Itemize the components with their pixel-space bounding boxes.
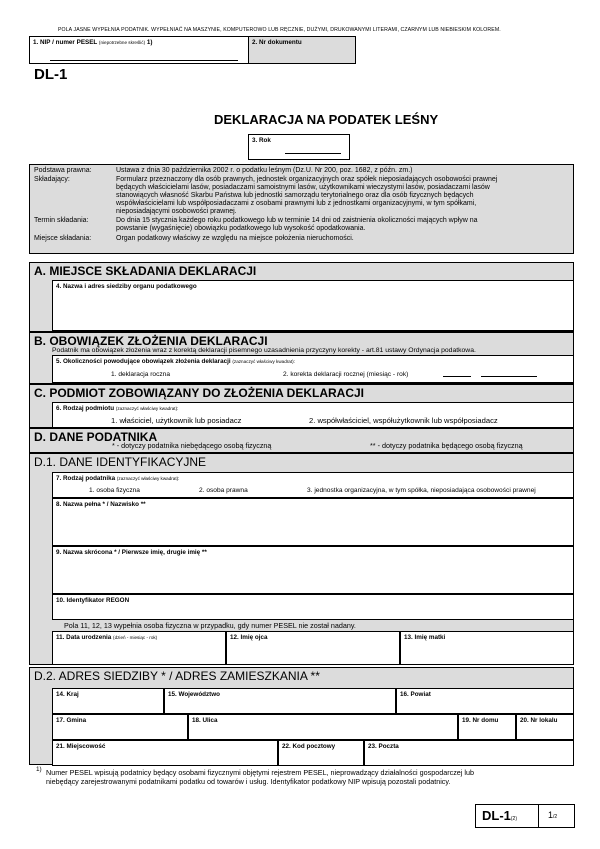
taxpayer-type-note: (zaznaczyć właściwy kwadrat): (116, 476, 180, 481)
skladajacy-line: stanowiących własność Skarbu Państwa lub jednostki samorządu terytorialnego oraz dla osób fizycznych będących (116, 192, 474, 199)
option-correction[interactable]: 2. korekta deklaracji rocznej (miesiąc - rok) (283, 371, 409, 378)
form-code: DL-1 (34, 66, 68, 83)
footer-page-total: /2 (553, 814, 558, 820)
voivodeship-field[interactable] (164, 688, 396, 714)
note-non-natural: * - dotyczy podatnika niebędącego osobą fizyczną (112, 441, 272, 450)
birth-date-label: 11. Data urodzenia (56, 634, 112, 641)
father-name-label: 12. Imię ojca (230, 634, 268, 641)
taxpayer-type-label: 7. Rodzaj podatnika (56, 475, 116, 482)
termin-label: Termin składania: (34, 217, 89, 224)
section-b-title: B. OBOWIĄZEK ZŁOŻENIA DEKLARACJI (34, 334, 268, 348)
section-a (29, 262, 574, 332)
street-label: 18. Ulica (192, 717, 218, 724)
section-d-title: D. DANE PODATNIKA (34, 430, 158, 444)
section-d (29, 428, 574, 453)
tax-office-label: 4. Nazwa i adres siedziby organu podatkowego (56, 283, 197, 290)
post-office-label: 23. Poczta (368, 743, 399, 750)
page-title: DEKLARACJA NA PODATEK LEŚNY (214, 112, 439, 127)
locality-field[interactable] (52, 740, 278, 766)
footer-code-text: DL-1 (482, 808, 511, 823)
entity-type-field[interactable] (52, 402, 574, 428)
section-b-note: Podatnik ma obowiązek złożenia wraz z korektą deklaracji pisemnego uzasadnienia przyczyny korekty - art.81 ustawy Ordynacja podatkowa. (52, 347, 476, 354)
birth-date-note: (dzień - miesiąc - rok) (113, 635, 158, 640)
full-name-label: 8. Nazwa pełna * / Nazwisko ** (56, 501, 146, 508)
option-natural-person[interactable]: 1. osoba fizyczna (89, 487, 140, 494)
year-line (481, 372, 537, 377)
podstawa-label: Podstawa prawna: (34, 167, 92, 174)
apartment-number-field[interactable] (516, 714, 574, 740)
footnote-line: niebędący zarejestrowanymi podatnikami podatku od towarów i usług. Identyfikator podatkowy NIP wpisują pozostali podatnicy. (46, 777, 451, 786)
footer-code-version: (2) (510, 816, 518, 822)
option-annual-declaration[interactable]: 1. deklaracja roczna (111, 371, 171, 378)
section-d2-title: D.2. ADRES SIEDZIBY * / ADRES ZAMIESZKANIA ** (34, 669, 320, 683)
declaration-circumstances-field[interactable] (52, 355, 574, 383)
birth-date-field[interactable] (52, 631, 226, 665)
footer-form-code (482, 808, 517, 823)
short-name-label: 9. Nazwa skrócona * / Pierwsze imię, drugie imię ** (56, 549, 207, 556)
regon-field[interactable] (52, 594, 574, 620)
entity-type-label: 6. Rodzaj podmiotu (56, 405, 115, 412)
note-natural: ** - dotyczy podatnika będącego osobą fizyczną (370, 441, 523, 450)
option-co-owner[interactable]: 2. współwłaściciel, współużytkownik lub współposiadacz (309, 416, 498, 425)
footer-divider (538, 805, 539, 827)
full-name-field[interactable] (52, 498, 574, 546)
year-label: 3. Rok (252, 137, 271, 144)
footnote-ref: 1) (146, 39, 153, 46)
year-digit-line (285, 149, 341, 154)
entity-type-note: (zaznaczyć właściwy kwadrat): (115, 406, 179, 411)
section-a-title: A. MIEJSCE SKŁADANIA DEKLARACJI (34, 264, 257, 278)
voivodeship-label: 15. Województwo (168, 691, 221, 698)
skladajacy-label: Składający: (34, 176, 70, 183)
footnote-line: Numer PESEL wpisują podatnicy będący osobami fizycznymi objętymi rejestrem PESEL, nieprowadzący działalności gospodarczej lub (46, 768, 474, 777)
nip-pesel-note: (niepotrzebne skreślić) (98, 40, 146, 45)
option-legal-person[interactable]: 2. osoba prawna (199, 487, 248, 494)
fields-11-13-note: Pola 11, 12, 13 wypełnia osoba fizyczna w przypadku, gdy numer PESEL nie został nadany. (64, 621, 356, 630)
termin-line: powstanie (wygaśnięcie) obowiązku podatkowego lub wysokość opodatkowania. (116, 225, 366, 232)
county-field[interactable] (396, 688, 574, 714)
skladajacy-line: nieposiadającymi osobowości prawnej. (116, 208, 237, 215)
footer-page-number: 1 (548, 810, 554, 820)
footer-page (548, 810, 557, 820)
section-c-title: C. PODMIOT ZOBOWIĄZANY DO ZŁOŻENIA DEKLARACJI (34, 386, 364, 400)
section-d2 (29, 667, 574, 765)
house-number-field[interactable] (458, 714, 516, 740)
footer-box (475, 804, 575, 828)
county-label: 16. Powiat (400, 691, 431, 698)
country-label: 14. Kraj (56, 691, 79, 698)
miejsce-label: Miejsce składania: (34, 235, 92, 242)
nip-digit-line (50, 56, 238, 61)
skladajacy-line: współwłaścicielami lub współposiadaczami z osobami prawnymi lub z jednostkami organizacyjnymi, w tym spółkami, (116, 200, 477, 207)
taxpayer-type-field[interactable] (52, 472, 574, 498)
option-organizational-unit[interactable]: 3. jednostka organizacyjna, w tym spółka, nieposiadająca osobowości prawnej (307, 487, 536, 494)
apartment-number-label: 20. Nr lokalu (520, 717, 558, 724)
skladajacy-line: Formularz przeznaczony dla osób prawnych, jednostek organizacyjnych oraz spółek nieposiadających osobowości prawnej (116, 176, 498, 183)
legal-info-block (29, 164, 574, 254)
short-name-field[interactable] (52, 546, 574, 594)
document-number-field (248, 36, 356, 64)
podstawa-text: Ustawa z dnia 30 października 2002 r. o podatku leśnym (Dz.U. Nr 200, poz. 1682, z późn. zm.) (116, 167, 413, 174)
month-line (443, 372, 471, 377)
commune-label: 17. Gmina (56, 717, 87, 724)
footnote-mark: 1) (36, 766, 42, 773)
tax-office-field[interactable] (52, 280, 574, 331)
post-office-field[interactable] (364, 740, 574, 766)
option-owner[interactable]: 1. właściciel, użytkownik lub posiadacz (111, 416, 242, 425)
skladajacy-line: będących właścicielami lasów, posiadaczami samoistnymi lasów, użytkownikami wieczystymi lasów, posiadaczami lasów (116, 184, 490, 191)
mother-name-field[interactable] (400, 631, 574, 665)
postal-code-field[interactable] (278, 740, 364, 766)
house-number-label: 19. Nr domu (462, 717, 499, 724)
footnote-text (46, 768, 474, 786)
street-field[interactable] (188, 714, 458, 740)
postal-code-label: 22. Kod pocztowy (282, 743, 336, 750)
section-b (29, 332, 574, 384)
section-c (29, 384, 574, 428)
section-d1 (29, 453, 574, 665)
miejsce-text: Organ podatkowy właściwy ze względu na miejsce położenia nieruchomości. (116, 235, 354, 242)
termin-line: Do dnia 15 stycznia każdego roku podatkowego lub w terminie 14 dni od zaistnienia okoliczności mających wpływ na (116, 217, 478, 224)
fill-instruction: POLA JASNE WYPEŁNIA PODATNIK. WYPEŁNIAĆ NA MASZYNIE, KOMPUTEROWO LUB RĘCZNIE, DUŻYMI, DRUKOWANYMI LITERAMI, CZARNYM LUB NIEBIESKIM KOLOREM. (58, 27, 501, 33)
regon-label: 10. Identyfikator REGON (56, 597, 130, 604)
locality-label: 21. Miejscowość (56, 743, 106, 750)
document-number-label: 2. Nr dokumentu (252, 39, 302, 46)
country-field[interactable] (52, 688, 164, 714)
nip-pesel-label: 1. NIP / numer PESEL (33, 39, 98, 46)
commune-field[interactable] (52, 714, 188, 740)
circumstances-label: 5. Okoliczności powodujące obowiązek złożenia deklaracji (56, 358, 231, 365)
year-field[interactable] (248, 134, 350, 160)
father-name-field[interactable] (226, 631, 400, 665)
circumstances-note: (zaznaczyć właściwy kwadrat): (232, 359, 295, 364)
mother-name-label: 13. Imię matki (404, 634, 446, 641)
section-d1-title: D.1. DANE IDENTYFIKACYJNE (34, 455, 207, 469)
